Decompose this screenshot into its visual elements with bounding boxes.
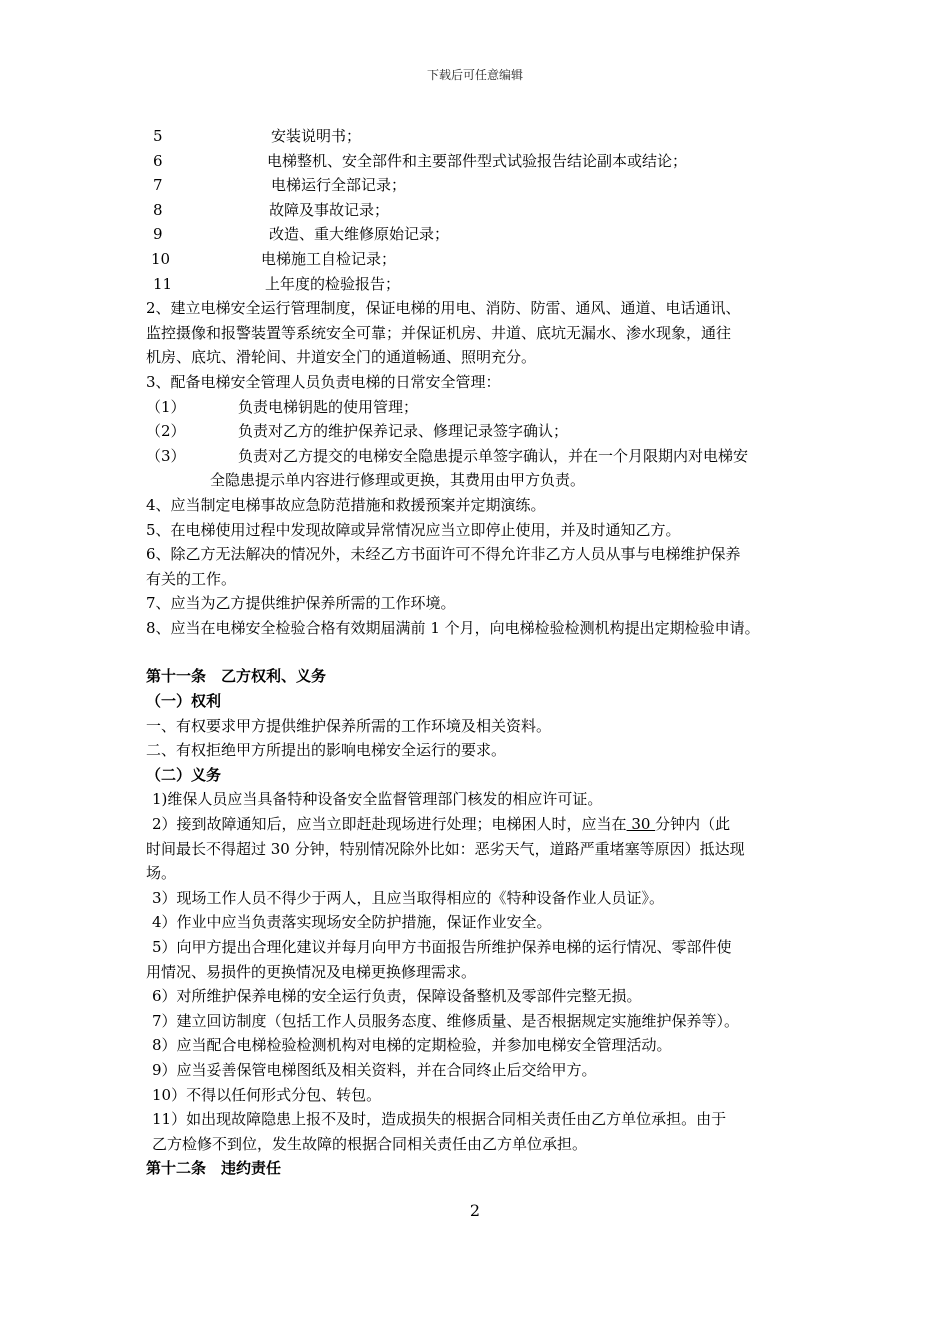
duty-item-continuation: 时间最长不得超过 30 分钟，特别情况除外比如：恶劣天气，道路严重堵塞等原因）抵达现 (146, 839, 745, 858)
paragraph-6-line-2: 有关的工作。 (146, 569, 237, 588)
paragraph-5: 5、在电梯使用过程中发现故障或异常情况应当立即停止使用，并及时通知乙方。 (146, 520, 681, 539)
right-item: 二、有权拒绝甲方所提出的影响电梯安全运行的要求。 (146, 741, 507, 760)
sub-item-continuation: 全隐患提示单内容进行修理或更换，其费用由甲方负责。 (210, 471, 586, 490)
paragraph-3: 3、配备电梯安全管理人员负责电梯的日常安全管理： (146, 372, 501, 391)
duty-item: 10）不得以任何形式分包、转包。 (152, 1085, 382, 1104)
list-item: 9 改造、重大维修原始记录； (153, 225, 450, 244)
rights-title: （一）权利 (146, 692, 222, 711)
duty-item: 1)维保人员应当具备特种设备安全监督管理部门核发的相应许可证。 (152, 790, 603, 809)
paragraph-8: 8、应当在电梯安全检验合格有效期届满前 1 个月，向电梯检验检测机构提出定期检验申请。 (146, 618, 760, 637)
page-number: 2 (469, 1201, 481, 1220)
duty-item: 6）对所维护保养电梯的安全运行负责，保障设备整机及零部件完整无损。 (152, 987, 642, 1006)
response-minutes: 30 (626, 815, 656, 834)
duty-item: 7）建立回访制度（包括工作人员服务态度、维修质量、是否根据规定实施维护保养等）。 (152, 1011, 740, 1030)
list-item: 7 电梯运行全部记录； (153, 176, 407, 195)
paragraph-4: 4、应当制定电梯事故应急防范措施和救援预案并定期演练。 (146, 495, 546, 514)
article-11-title: 第十一条 乙方权利、义务 (146, 667, 327, 686)
paragraph-2-line-2: 监控摄像和报警装置等系统安全可靠；并保证机房、井道、底坑无漏水、渗水现象，通往 (146, 323, 732, 342)
list-item: 6 电梯整机、安全部件和主要部件型式试验报告结论副本或结论； (153, 151, 688, 170)
right-item: 一、有权要求甲方提供维护保养所需的工作环境及相关资料。 (146, 716, 552, 735)
duty-item: 11）如出现故障隐患上报不及时，造成损失的根据合同相关责任由乙方单位承担。由于 (152, 1110, 727, 1129)
page-header: 下载后可任意编辑 (426, 68, 523, 82)
sub-item: （1） 负责电梯钥匙的使用管理； (146, 397, 419, 416)
duty-item: 8）应当配合电梯检验检测机构对电梯的定期检验，并参加电梯安全管理活动。 (152, 1036, 672, 1055)
document-body (146, 124, 826, 1181)
duty-item: 9）应当妥善保管电梯图纸及相关资料，并在合同终止后交给甲方。 (152, 1060, 597, 1079)
duty-item: 4）作业中应当负责落实现场安全防护措施，保证作业安全。 (152, 913, 552, 932)
sub-item: （2） 负责对乙方的维护保养记录、修理记录签字确认； (146, 422, 569, 441)
paragraph-2-line-1: 2、建立电梯安全运行管理制度，保证电梯的用电、消防、防雷、通风、通道、电话通讯、 (146, 299, 741, 318)
list-item: 10 电梯施工自检记录； (151, 249, 397, 268)
duty-item: 5）向甲方提出合理化建议并每月向甲方书面报告所维护保养电梯的运行情况、零部件使 (152, 938, 732, 956)
duty-item: 3）现场工作人员不得少于两人，且应当取得相应的《特种设备作业人员证》。 (152, 888, 665, 907)
paragraph-6-line-1: 6、除乙方无法解决的情况外，未经乙方书面许可不得允许非乙方人员从事与电梯维护保养 (146, 545, 741, 564)
paragraph-7: 7、应当为乙方提供维护保养所需的工作环境。 (146, 594, 456, 613)
duty-item: 2）接到故障通知后，应当立即赶赴现场进行处理；电梯困人时，应当在 30 分钟内（此 (152, 815, 731, 834)
list-item: 11 上年度的检验报告； (153, 274, 401, 293)
list-item: 8 故障及事故记录； (153, 200, 390, 219)
duty-item-continuation: 乙方检修不到位，发生故障的根据合同相关责任由乙方单位承担。 (152, 1134, 588, 1153)
duty-item-continuation: 用情况、易损件的更换情况及电梯更换修理需求。 (146, 962, 477, 981)
list-item: 5 安装说明书； (153, 127, 362, 145)
duties-title: （二）义务 (146, 765, 222, 784)
sub-item: （3） 负责对乙方提交的电梯安全隐患提示单签字确认，并在一个月限期内对电梯安 (146, 446, 749, 465)
duty-item-continuation: 场。 (146, 864, 177, 883)
paragraph-2-line-3: 机房、底坑、滑轮间、井道安全门的通道畅通、照明充分。 (146, 348, 537, 367)
article-12-title: 第十二条 违约责任 (146, 1159, 282, 1178)
section-gap (146, 640, 826, 664)
